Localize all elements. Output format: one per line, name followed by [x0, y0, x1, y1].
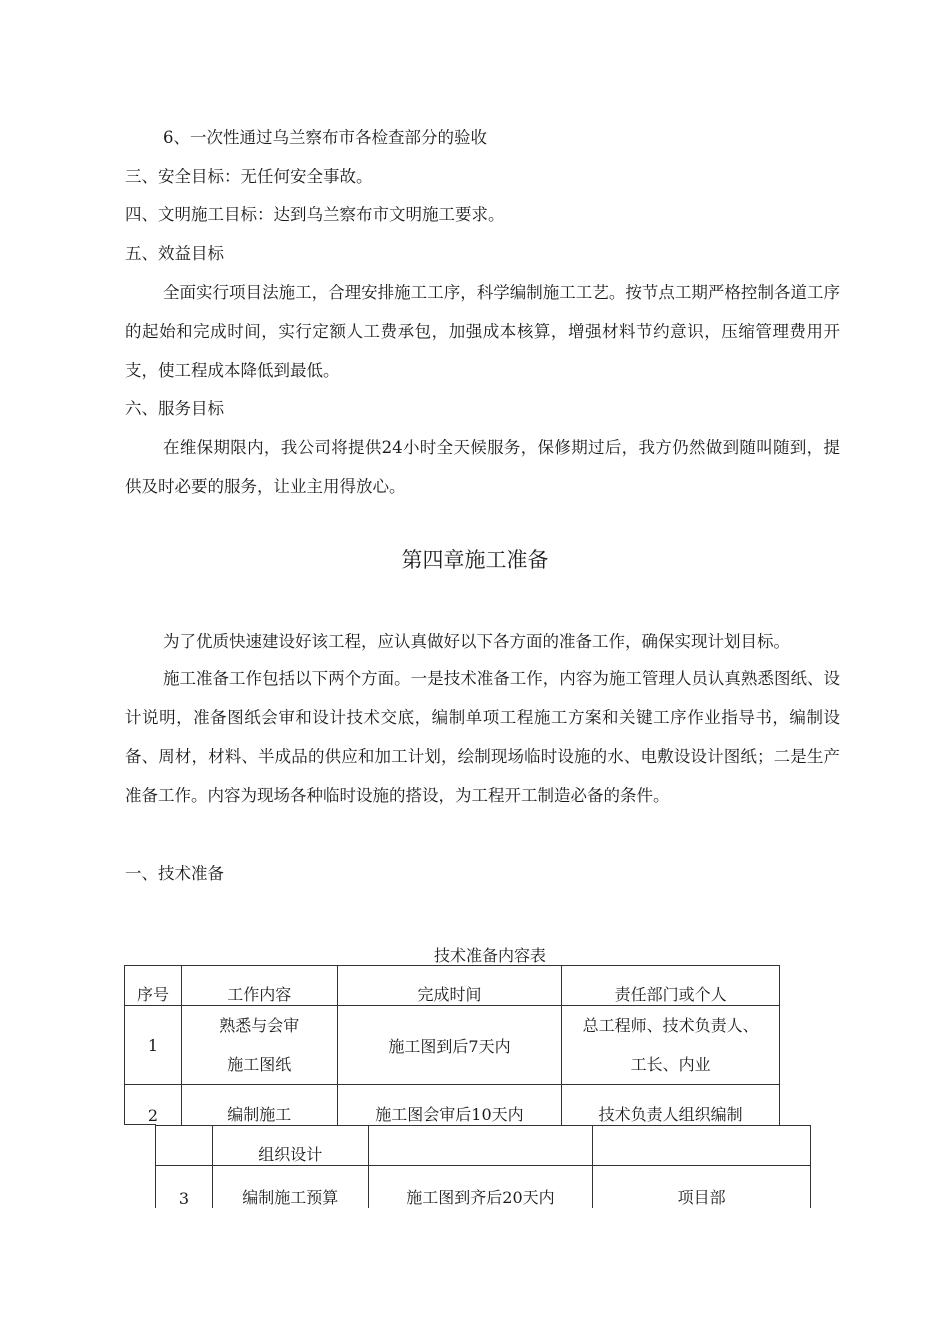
preparation-paragraph: 施工准备工作包括以下两个方面。一是技术准备工作，内容为施工管理人员认真熟悉图纸、设计说明，准备图纸会审和设计技术交底，编制单项工程施工方案和关键工序作业指导书，编制设备、周材，材料、半成品的供应和加工计划，绘制现场临时设施的水、电敷设设计图纸；二是生产准备工作。内容为现场各种临时设施的搭设，为工程开工制造必备的条件。	[125, 669, 840, 805]
row-2-no: 2	[125, 1085, 182, 1125]
row-1-responsible-line1: 总工程师、技术负责人、	[582, 1016, 759, 1035]
row-3-no: 3	[156, 1166, 213, 1208]
chapter-intro-paragraph: 为了优质快速建设好该工程，应认真做好以下各方面的准备工作，确保实现计划目标。	[163, 632, 790, 651]
row-1-responsible	[562, 1006, 780, 1085]
row-2-content-line1: 编制施工	[181, 1085, 337, 1125]
civilized-construction-goal: 四、文明施工目标：达到乌兰察布市文明施工要求。	[125, 205, 505, 224]
header-no: 序号	[125, 966, 182, 1006]
row-1-content-line2: 施工图纸	[227, 1055, 292, 1074]
row-2-no-cont	[156, 1126, 213, 1166]
row-1-content	[181, 1006, 337, 1085]
row-1-responsible-line2: 工长、内业	[630, 1055, 711, 1074]
goal-item-6: 6、一次性通过乌兰察布市各检查部分的验收	[163, 128, 487, 147]
benefit-goal-paragraph: 全面实行项目法施工，合理安排施工工序，科学编制施工工艺。按节点工期严格控制各道工序的起始和完成时间，实行定额人工费承包，加强成本核算，增强材料节约意识，压缩管理费用开支，使工程成本降低到最低。	[125, 283, 840, 380]
row-3-content: 编制施工预算	[212, 1166, 368, 1208]
row-3-responsible: 项目部	[593, 1166, 811, 1208]
header-time: 完成时间	[337, 966, 562, 1006]
table-row	[125, 1006, 780, 1085]
benefit-goal-heading: 五、效益目标	[125, 244, 224, 263]
technical-preparation-heading: 一、技术准备	[125, 864, 224, 883]
row-1-no: 1	[125, 1006, 182, 1085]
row-1-time: 施工图到后7天内	[337, 1006, 562, 1085]
row-2-time: 施工图会审后10天内	[337, 1085, 562, 1125]
table-row	[125, 1085, 780, 1125]
row-2-responsible: 技术负责人组织编制	[562, 1085, 780, 1125]
row-2-responsible-cont	[593, 1126, 811, 1166]
table-header-row	[125, 966, 780, 1006]
row-3-time: 施工图到齐后20天内	[368, 1166, 593, 1208]
tech-prep-table	[124, 965, 780, 1125]
row-1-content-line1: 熟悉与会审	[219, 1016, 300, 1035]
header-content: 工作内容	[181, 966, 337, 1006]
tech-prep-table-continued	[155, 1125, 811, 1208]
service-goal-heading: 六、服务目标	[125, 399, 224, 418]
header-responsible: 责任部门或个人	[562, 966, 780, 1006]
table-caption: 技术准备内容表	[433, 946, 546, 965]
safety-goal: 三、安全目标：无任何安全事故。	[125, 167, 373, 186]
table-row	[156, 1166, 811, 1208]
row-2-time-cont	[368, 1126, 593, 1166]
chapter-title: 第四章施工准备	[401, 548, 549, 572]
service-goal-paragraph: 在维保期限内，我公司将提供24小时全天候服务，保修期过后，我方仍然做到随叫随到，提供及时必要的服务，让业主用得放心。	[125, 438, 840, 496]
table-page-break-line	[124, 1124, 156, 1125]
row-2-content-line2: 组织设计	[212, 1126, 368, 1166]
table-row	[156, 1126, 811, 1166]
